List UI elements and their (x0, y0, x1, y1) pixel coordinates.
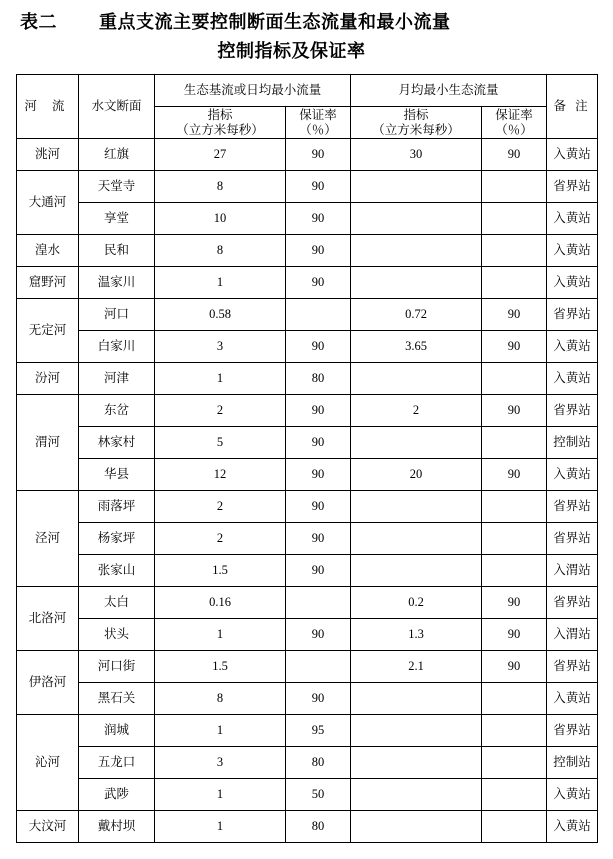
cell-base-rate: 95 (286, 715, 351, 747)
cell-base-index: 1 (155, 811, 286, 843)
header-section: 水文断面 (79, 75, 155, 139)
cell-base-index: 8 (155, 235, 286, 267)
cell-month-index (351, 715, 482, 747)
cell-month-index (351, 779, 482, 811)
table-row (17, 619, 598, 651)
cell-base-index: 3 (155, 747, 286, 779)
cell-remark: 省界站 (547, 715, 598, 747)
cell-base-index: 1 (155, 715, 286, 747)
cell-month-index (351, 555, 482, 587)
cell-base-index: 12 (155, 459, 286, 491)
cell-section: 红旗 (79, 139, 155, 171)
header-base-index-line1: 指标 (207, 108, 233, 123)
table-row (17, 427, 598, 459)
cell-month-rate: 90 (482, 651, 547, 683)
cell-base-index: 0.58 (155, 299, 286, 331)
cell-remark: 入黄站 (547, 139, 598, 171)
table-row (17, 779, 598, 811)
cell-month-index (351, 267, 482, 299)
table-row (17, 715, 598, 747)
cell-section: 杨家坪 (79, 523, 155, 555)
cell-remark: 省界站 (547, 299, 598, 331)
header-month-index-line2: （立方米每秒） (372, 122, 460, 137)
table-row (17, 587, 598, 619)
cell-month-rate (482, 555, 547, 587)
cell-remark: 省界站 (547, 491, 598, 523)
cell-base-index: 10 (155, 203, 286, 235)
cell-remark: 入黄站 (547, 203, 598, 235)
header-month-rate (482, 107, 547, 139)
cell-base-rate: 90 (286, 171, 351, 203)
cell-river: 大通河 (17, 171, 79, 235)
cell-remark: 入黄站 (547, 235, 598, 267)
cell-base-rate: 90 (286, 555, 351, 587)
header-group-base-flow: 生态基流或日均最小流量 (155, 75, 351, 107)
cell-section: 河津 (79, 363, 155, 395)
header-base-index-line2: （立方米每秒） (176, 122, 264, 137)
cell-river: 伊洛河 (17, 651, 79, 715)
cell-section: 黑石关 (79, 683, 155, 715)
cell-remark: 入黄站 (547, 683, 598, 715)
cell-remark: 入黄站 (547, 363, 598, 395)
cell-base-index: 1 (155, 267, 286, 299)
cell-month-rate (482, 171, 547, 203)
cell-month-index (351, 203, 482, 235)
cell-base-index: 2 (155, 491, 286, 523)
cell-remark: 入渭站 (547, 619, 598, 651)
cell-base-index: 1 (155, 619, 286, 651)
table-row (17, 491, 598, 523)
title-line-1 (16, 8, 597, 36)
header-month-rate-line2: （％） (495, 122, 533, 137)
title-block (16, 0, 597, 66)
table-row (17, 139, 598, 171)
ecological-flow-table (16, 74, 598, 843)
header-river: 河 流 (17, 75, 79, 139)
table-row (17, 299, 598, 331)
cell-base-rate (286, 651, 351, 683)
cell-remark: 入渭站 (547, 555, 598, 587)
cell-month-index: 2.1 (351, 651, 482, 683)
cell-month-index: 0.72 (351, 299, 482, 331)
cell-month-rate: 90 (482, 587, 547, 619)
cell-base-rate: 90 (286, 491, 351, 523)
cell-month-index (351, 363, 482, 395)
cell-remark: 省界站 (547, 171, 598, 203)
title-line-2: 控制指标及保证率 (217, 41, 366, 61)
cell-base-rate: 90 (286, 619, 351, 651)
cell-base-index: 1 (155, 363, 286, 395)
table-row (17, 555, 598, 587)
cell-month-index: 2 (351, 395, 482, 427)
cell-base-rate: 90 (286, 267, 351, 299)
cell-month-index: 30 (351, 139, 482, 171)
cell-remark: 入黄站 (547, 811, 598, 843)
cell-month-rate: 90 (482, 619, 547, 651)
table-body (17, 139, 598, 843)
cell-section: 状头 (79, 619, 155, 651)
cell-base-rate: 90 (286, 395, 351, 427)
cell-remark: 控制站 (547, 747, 598, 779)
cell-river: 窟野河 (17, 267, 79, 299)
header-base-rate-line1: 保证率 (299, 108, 337, 123)
cell-base-rate: 90 (286, 683, 351, 715)
header-month-index (351, 107, 482, 139)
cell-base-index: 5 (155, 427, 286, 459)
cell-month-index (351, 811, 482, 843)
cell-base-rate (286, 587, 351, 619)
cell-river: 北洛河 (17, 587, 79, 651)
cell-river: 大汶河 (17, 811, 79, 843)
header-base-index (155, 107, 286, 139)
table-row (17, 747, 598, 779)
cell-section: 河口 (79, 299, 155, 331)
cell-section: 雨落坪 (79, 491, 155, 523)
cell-month-rate (482, 683, 547, 715)
cell-remark: 入黄站 (547, 779, 598, 811)
cell-river: 汾河 (17, 363, 79, 395)
cell-base-rate: 90 (286, 331, 351, 363)
cell-section: 戴村坝 (79, 811, 155, 843)
cell-month-rate (482, 523, 547, 555)
table-row (17, 395, 598, 427)
cell-section: 温家川 (79, 267, 155, 299)
cell-remark: 入黄站 (547, 331, 598, 363)
cell-month-rate (482, 715, 547, 747)
cell-base-index: 1.5 (155, 555, 286, 587)
cell-month-rate: 90 (482, 395, 547, 427)
cell-base-rate: 90 (286, 523, 351, 555)
cell-river: 渭河 (17, 395, 79, 491)
table-header (17, 75, 598, 139)
table-label: 表二 (20, 12, 57, 32)
cell-month-index (351, 235, 482, 267)
cell-base-rate (286, 299, 351, 331)
cell-base-rate: 90 (286, 427, 351, 459)
table-row (17, 363, 598, 395)
table-row (17, 651, 598, 683)
cell-remark: 入黄站 (547, 267, 598, 299)
cell-month-index (351, 683, 482, 715)
cell-month-index (351, 171, 482, 203)
cell-month-rate (482, 811, 547, 843)
cell-section: 张家山 (79, 555, 155, 587)
cell-base-index: 0.16 (155, 587, 286, 619)
cell-base-index: 1.5 (155, 651, 286, 683)
table-row (17, 523, 598, 555)
cell-month-rate: 90 (482, 139, 547, 171)
cell-base-index: 8 (155, 171, 286, 203)
cell-river: 泾河 (17, 491, 79, 587)
cell-month-index: 3.65 (351, 331, 482, 363)
table-row (17, 267, 598, 299)
table-row (17, 811, 598, 843)
cell-month-index: 1.3 (351, 619, 482, 651)
header-remark: 备 注 (547, 75, 598, 139)
cell-section: 民和 (79, 235, 155, 267)
cell-section: 白家川 (79, 331, 155, 363)
title-text-main: 重点支流主要控制断面生态流量和最小流量 (99, 12, 451, 32)
table-row (17, 459, 598, 491)
cell-month-rate (482, 491, 547, 523)
cell-month-rate (482, 235, 547, 267)
cell-month-rate (482, 363, 547, 395)
header-base-rate-line2: （％） (299, 122, 337, 137)
cell-month-rate (482, 747, 547, 779)
cell-month-index (351, 427, 482, 459)
header-row-group (17, 75, 598, 107)
cell-remark: 控制站 (547, 427, 598, 459)
cell-month-rate: 90 (482, 459, 547, 491)
cell-river: 无定河 (17, 299, 79, 363)
cell-month-rate (482, 267, 547, 299)
cell-section: 东岔 (79, 395, 155, 427)
cell-month-index: 0.2 (351, 587, 482, 619)
cell-base-index: 3 (155, 331, 286, 363)
cell-section: 林家村 (79, 427, 155, 459)
cell-base-index: 27 (155, 139, 286, 171)
cell-remark: 省界站 (547, 651, 598, 683)
cell-remark: 入黄站 (547, 459, 598, 491)
table-row (17, 235, 598, 267)
cell-base-rate: 80 (286, 363, 351, 395)
cell-section: 武陟 (79, 779, 155, 811)
table-row (17, 171, 598, 203)
cell-base-rate: 80 (286, 747, 351, 779)
cell-section: 润城 (79, 715, 155, 747)
cell-month-rate: 90 (482, 299, 547, 331)
cell-river: 洮河 (17, 139, 79, 171)
header-base-rate (286, 107, 351, 139)
cell-base-index: 2 (155, 523, 286, 555)
table-row (17, 683, 598, 715)
cell-base-index: 2 (155, 395, 286, 427)
cell-section: 华县 (79, 459, 155, 491)
cell-base-rate: 90 (286, 203, 351, 235)
cell-base-rate: 80 (286, 811, 351, 843)
header-group-monthly-flow: 月均最小生态流量 (351, 75, 547, 107)
header-month-rate-line1: 保证率 (495, 108, 533, 123)
cell-base-rate: 90 (286, 459, 351, 491)
table-row (17, 331, 598, 363)
cell-month-rate: 90 (482, 331, 547, 363)
cell-river: 湟水 (17, 235, 79, 267)
cell-month-index (351, 523, 482, 555)
cell-remark: 省界站 (547, 523, 598, 555)
cell-month-rate (482, 427, 547, 459)
cell-section: 享堂 (79, 203, 155, 235)
cell-section: 河口街 (79, 651, 155, 683)
cell-section: 五龙口 (79, 747, 155, 779)
cell-section: 天堂寺 (79, 171, 155, 203)
cell-river: 沁河 (17, 715, 79, 811)
cell-month-index (351, 747, 482, 779)
cell-base-index: 1 (155, 779, 286, 811)
cell-base-rate: 50 (286, 779, 351, 811)
cell-section: 太白 (79, 587, 155, 619)
cell-month-rate (482, 779, 547, 811)
cell-remark: 省界站 (547, 587, 598, 619)
cell-base-index: 8 (155, 683, 286, 715)
cell-month-index: 20 (351, 459, 482, 491)
cell-base-rate: 90 (286, 235, 351, 267)
cell-month-rate (482, 203, 547, 235)
cell-month-index (351, 491, 482, 523)
cell-base-rate: 90 (286, 139, 351, 171)
cell-remark: 省界站 (547, 395, 598, 427)
header-month-index-line1: 指标 (403, 108, 429, 123)
table-row (17, 203, 598, 235)
